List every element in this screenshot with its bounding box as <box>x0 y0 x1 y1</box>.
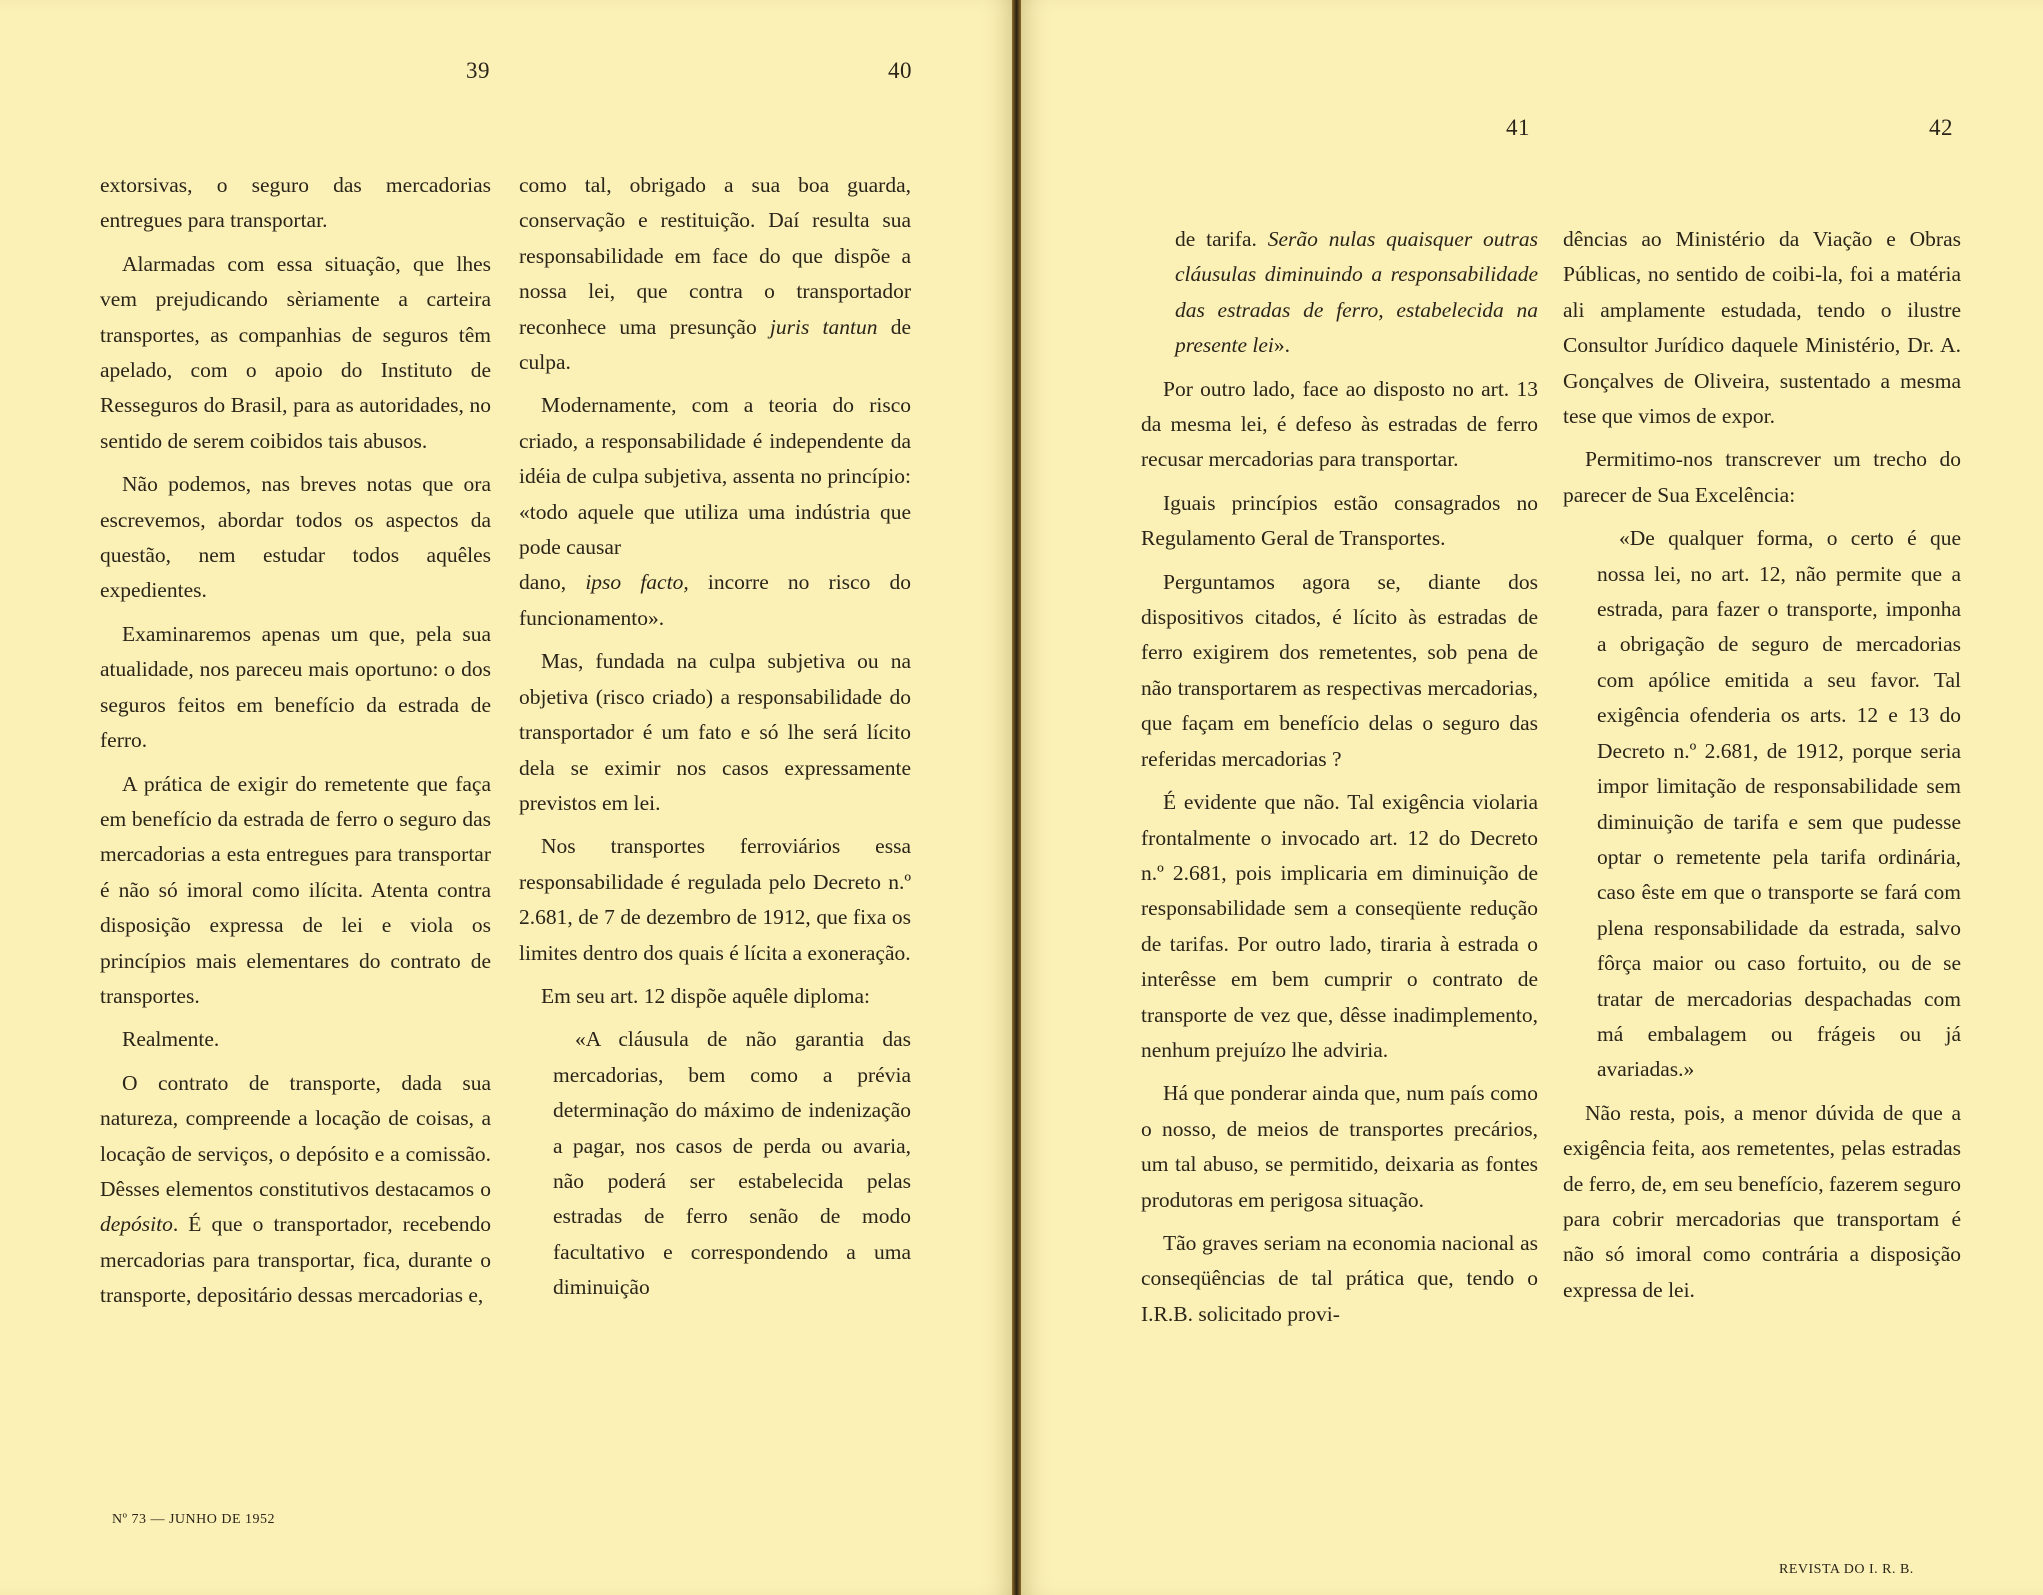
text-run: como tal, obrigado a sua boa guarda, conservação e restituição. Daí resulta sua responsabilidade em face do que dispõe a nossa lei, que contra o transportador reconhece uma presunção <box>519 173 911 339</box>
paragraph: Realmente. <box>122 1027 220 1052</box>
paragraph: Por outro lado, face ao disposto no art. 13 da mesma lei, é defeso às estradas de ferro recusar mercadorias para transportar. <box>1141 376 1538 472</box>
footer-issue: Nº 73 — JUNHO DE 1952 <box>112 1512 276 1527</box>
paragraph: Em seu art. 12 dispõe aquêle diploma: <box>541 983 870 1008</box>
paragraph: Mas, fundada na culpa subjetiva ou na objetiva (risco criado) a responsabilidade do transportador é um fato e só lhe será lícito dela se eximir nos casos expressamente previstos em lei. <box>519 649 911 815</box>
paragraph: Há que ponderar ainda que, num país como o nosso, de meios de transportes precários, um tal abuso, se permitido, deixaria as fontes produtoras em perigosa situação. <box>1141 1081 1538 1212</box>
paragraph: Examinaremos apenas um que, pela sua atualidade, nos pareceu mais oportuno: o dos seguros feitos em benefício da estrada de ferro. <box>100 621 491 753</box>
paragraph: dências ao Ministério da Viação e Obras Públicas, no sentido de coibi-la, foi a matéria ali amplamente estudada, tendo o ilustre Consultor Jurídico daquele Ministério, Dr. A. Gonçalves de Oliveira, sustentado a mesma tese que vimos de expor. <box>1563 227 1961 429</box>
paragraph: Tão graves seriam na economia nacional as conseqüências de tal prática que, tendo o I.R.B. solicitado provi- <box>1141 1230 1538 1326</box>
paragraph: Não podemos, nas breves notas que ora escrevemos, abordar todos os aspectos da questão, nem estudar todos aquêles expedientes. <box>100 472 491 603</box>
paragraph <box>100 1066 491 1314</box>
book-gutter <box>1012 0 1021 1595</box>
paragraph: A prática de exigir do remetente que faça em benefício da estrada de ferro o seguro das mercadorias a esta entregues para transportar é não só imoral como ilícita. Atenta contra disposição expressa de lei e viola os princípios mais elementares do contrato de transportes. <box>100 771 491 1008</box>
text-run: O contrato de transporte, dada sua natureza, compreende a locação de coisas, a locação de serviços, o depósito e a comissão. Dêsses elementos constitutivos destacamos o <box>100 1070 491 1201</box>
paragraph: Nos transportes ferroviários essa responsabilidade é regulada pelo Decreto n.º 2.681, de 7 de dezembro de 1912, que fixa os limites dentro dos quais é lícita a exoneração. <box>519 834 911 965</box>
right-sheet <box>1021 0 2043 1595</box>
paragraph: Perguntamos agora se, diante dos dispositivos citados, é lícito às estradas de ferro exigirem dos remetentes, sob pena de não transportarem as respectivas mercadorias, que façam em benefício delas o seguro das referidas mercadorias ? <box>1141 569 1538 771</box>
text-run: incorre no risco do funcionamento». <box>519 570 911 630</box>
quotation: «A cláusula de não garantia das mercadorias, bem como a prévia determinação do máximo de indenização a pagar, nos casos de perda ou avaria, não poderá ser estabelecida pelas estradas de ferro senão de modo facultativo e correspondendo a uma diminuição <box>553 1027 911 1300</box>
text-run: dano, <box>519 570 586 595</box>
paragraph: Não resta, pois, a menor dúvida de que a exigência feita, aos remetentes, pelas estradas de ferro, de, em seu benefício, fazerem seguro para cobrir mercadorias que transportam é não só imoral como contrária a disposição expressa de lei. <box>1563 1100 1961 1302</box>
paragraph <box>519 168 911 380</box>
paragraph <box>519 565 911 636</box>
italic-term: ipso facto, <box>585 570 689 595</box>
quotation: «De qualquer forma, o certo é que nossa lei, no art. 12, não permite que a estrada, para fazer o transporte, imponha a obrigação de seguro de mercadorias com apólice emitida a seu favor. Tal exigência ofenderia os arts. 12 e 13 do Decreto n.º 2.681, de 1912, porque seria impor limitação de responsabilidade sem diminuição de tarifa e sem que pudesse optar o remetente pela tarifa ordinária, caso êste em que o transporte se fará com plena responsabilidade da estrada, salvo fôrça maior ou caso fortuito, ou de se tratar de mercadorias despachadas com má embalagem ou frágeis ou já avariadas.» <box>1597 526 1961 1082</box>
column-page-39 <box>100 168 491 1322</box>
text-run: de culpa. <box>519 314 911 375</box>
page-number-39: 39 <box>466 58 490 83</box>
paragraph: É evidente que não. Tal exigência violaria frontalmente o invocado art. 12 do Decreto n.º 2.681, pois implicaria em diminuição de responsabilidade sem a conseqüente redução de tarifas. Por outro lado, tiraria à estrada o interêsse em bem cumprir o contrato de transporte de vez que, dêsse inadimplemento, nenhum prejuízo lhe adviria. <box>1141 790 1538 1062</box>
page-number-40: 40 <box>888 58 912 83</box>
text-run: . É que o transportador, recebendo mercadorias para transportar, fica, durante o transporte, depositário dessas mercadorias e, <box>100 1212 491 1308</box>
paragraph: Iguais princípios estão consagrados no Regulamento Geral de Transportes. <box>1141 490 1538 551</box>
footer-journal: REVISTA DO I. R. B. <box>1779 1562 1914 1577</box>
page-number-42: 42 <box>1929 115 1953 140</box>
italic-term: Serão nulas quaisquer outras cláusulas diminuindo a responsabilidade das estradas de ferro, estabelecida na presente lei <box>1175 227 1538 358</box>
left-sheet <box>0 0 1012 1595</box>
page-number-41: 41 <box>1506 115 1530 140</box>
paragraph: extorsivas, o seguro das mercadorias entregues para transportar. <box>100 173 491 233</box>
paragraph: Modernamente, com a teoria do risco criado, a responsabilidade é independente da idéia de culpa subjetiva, assenta no princípio: «todo aquele que utiliza uma indústria que pode causar <box>519 393 911 560</box>
text-run: ». <box>1273 333 1291 358</box>
column-page-42 <box>1563 222 1961 1316</box>
paragraph <box>1175 222 1538 364</box>
paragraph: Permitimo-nos transcrever um trecho do parecer de Sua Excelência: <box>1563 447 1961 507</box>
text-run: de tarifa. <box>1175 227 1268 251</box>
column-page-40 <box>519 168 911 1314</box>
italic-term: juris tantun <box>769 314 878 339</box>
italic-term: depósito <box>100 1212 173 1237</box>
paragraph: Alarmadas com essa situação, que lhes vem prejudicando sèriamente a carteira transportes, as companhias de seguros têm apelado, com o apoio do Instituto de Resseguros do Brasil, para as autoridades, no sentido de serem coibidos tais abusos. <box>100 251 491 453</box>
column-page-41 <box>1141 222 1538 1340</box>
